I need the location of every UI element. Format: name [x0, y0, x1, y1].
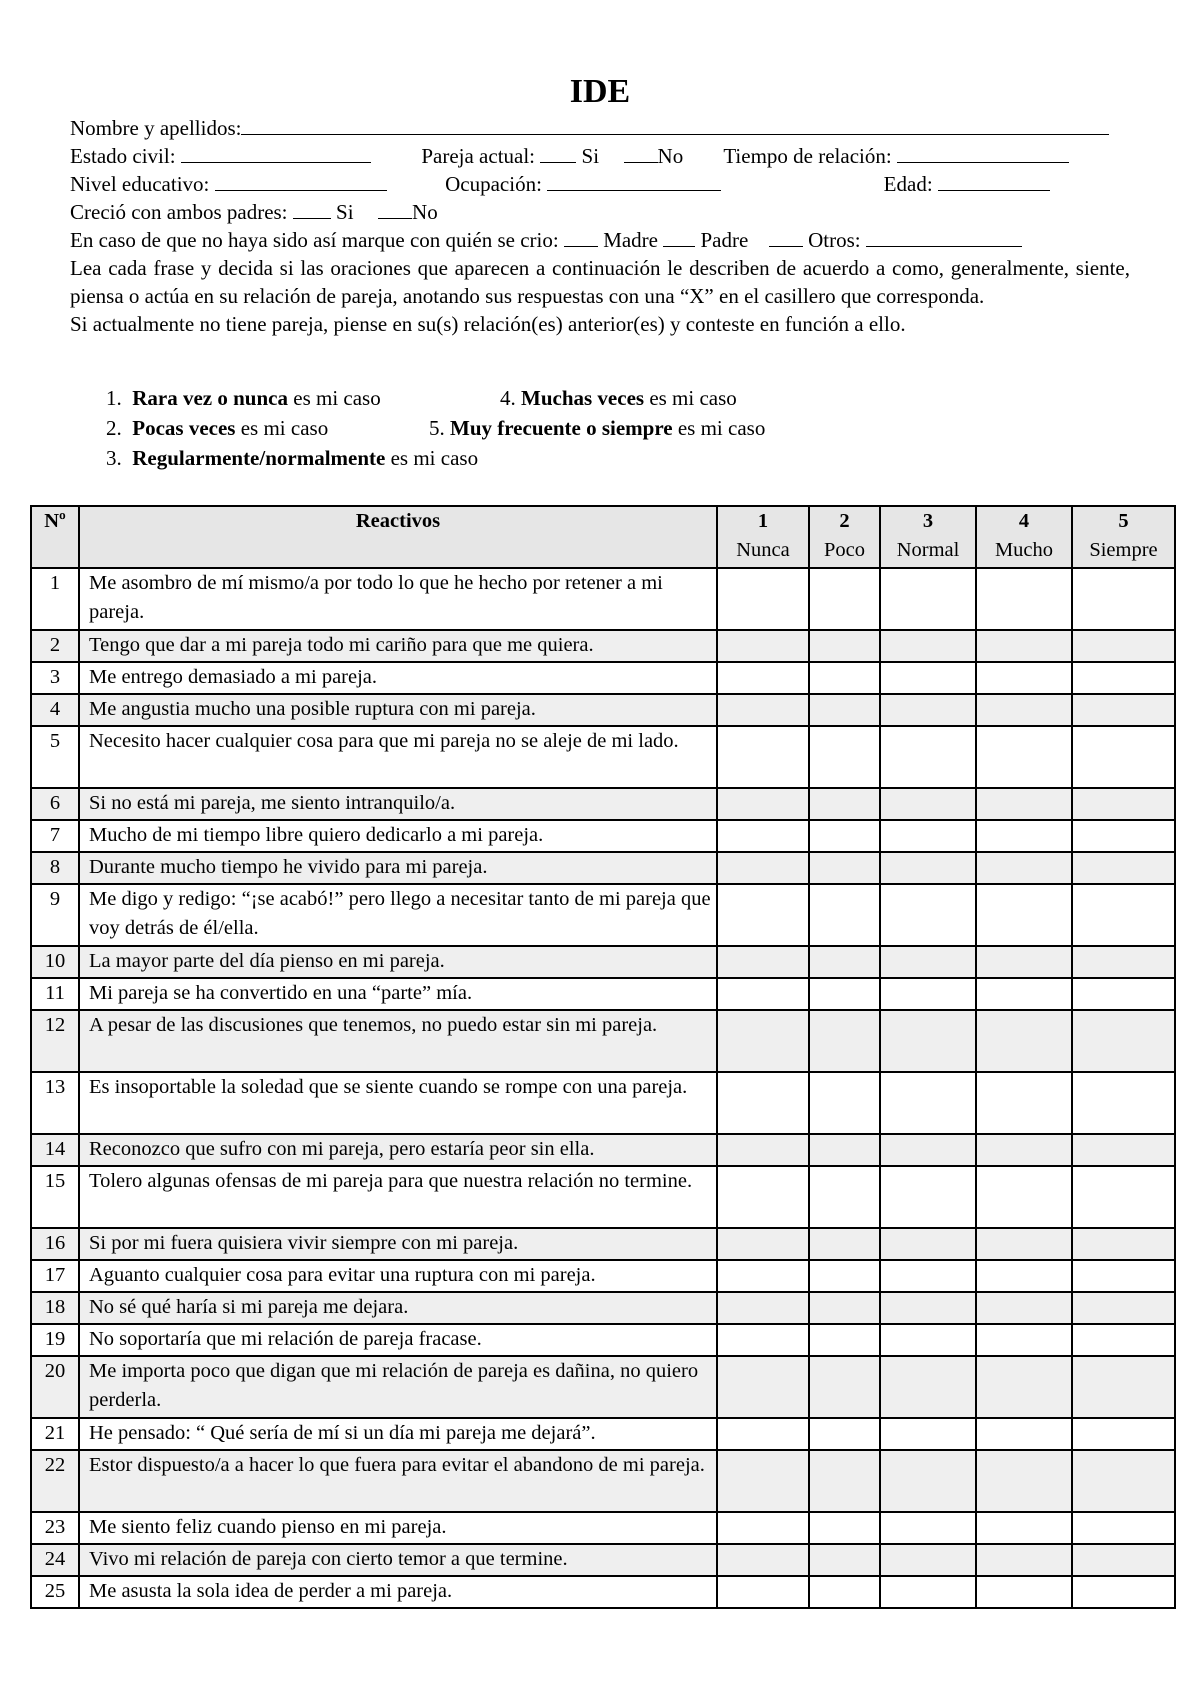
answer-cell-4[interactable] — [976, 1260, 1072, 1292]
item-text: No sé qué haría si mi pareja me dejara. — [79, 1292, 717, 1324]
answer-cell-5[interactable] — [1072, 1418, 1175, 1450]
answer-cell-5[interactable] — [1072, 568, 1175, 630]
answer-cell-2[interactable] — [809, 1356, 880, 1418]
scale-item-4 — [500, 383, 737, 413]
item-text: Me asombro de mí mismo/a por todo lo que he hecho por retener a mi pareja. — [79, 568, 717, 630]
scale-bold: Muy frecuente o siempre — [450, 416, 673, 440]
item-number: 13 — [31, 1072, 79, 1134]
scale-rest: es mi caso — [672, 416, 766, 440]
answer-cell-2[interactable] — [809, 978, 880, 1010]
answer-cell-3[interactable] — [880, 1010, 976, 1072]
answer-cell-1[interactable] — [717, 1292, 809, 1324]
answer-cell-3[interactable] — [880, 1260, 976, 1292]
table-row — [31, 1324, 1175, 1356]
answer-cell-4[interactable] — [976, 946, 1072, 978]
answer-cell-4[interactable] — [976, 1324, 1072, 1356]
answer-cell-1[interactable] — [717, 1324, 809, 1356]
item-number: 3 — [31, 662, 79, 694]
answer-cell-3[interactable] — [880, 1544, 976, 1576]
answer-cell-4[interactable] — [976, 1512, 1072, 1544]
item-text: Es insoportable la soledad que se siente cuando se rompe con una pareja. — [79, 1072, 717, 1134]
item-text: Me asusta la sola idea de perder a mi pareja. — [79, 1576, 717, 1608]
padre-label: Padre — [700, 228, 749, 252]
scale-bold: Pocas veces — [132, 416, 236, 440]
answer-cell-5[interactable] — [1072, 820, 1175, 852]
answer-cell-3[interactable] — [880, 1512, 976, 1544]
crecio-no-field[interactable] — [378, 198, 412, 219]
table-row — [31, 662, 1175, 694]
nivel-educativo-field[interactable] — [215, 170, 387, 191]
answer-cell-3[interactable] — [880, 1228, 976, 1260]
scale-rest: es mi caso — [385, 446, 479, 470]
answer-cell-4[interactable] — [976, 1072, 1072, 1134]
answer-cell-3[interactable] — [880, 1418, 976, 1450]
table-row — [31, 694, 1175, 726]
answer-cell-5[interactable] — [1072, 1292, 1175, 1324]
answer-cell-2[interactable] — [809, 662, 880, 694]
answer-cell-4[interactable] — [976, 1228, 1072, 1260]
level-label: Nunca — [736, 539, 790, 561]
answer-cell-1[interactable] — [717, 1544, 809, 1576]
level-number: 2 — [839, 510, 850, 532]
answer-cell-1[interactable] — [717, 568, 809, 630]
edad-label: Edad: — [883, 172, 933, 196]
table-row — [31, 1010, 1175, 1072]
level-number: 5 — [1118, 510, 1129, 532]
answer-cell-5[interactable] — [1072, 978, 1175, 1010]
answer-cell-3[interactable] — [880, 946, 976, 978]
scale-number: 4. — [500, 386, 516, 410]
item-number: 18 — [31, 1292, 79, 1324]
crecio-label: Creció con ambos padres: — [70, 200, 288, 224]
item-text: He pensado: “ Qué sería de mí si un día mi pareja me dejará”. — [79, 1418, 717, 1450]
item-number: 2 — [31, 630, 79, 662]
pareja-si-field[interactable] — [540, 142, 576, 163]
answer-cell-2[interactable] — [809, 1228, 880, 1260]
instructions-no-pareja: Si actualmente no tiene pareja, piense en su(s) relación(es) anterior(es) y conteste en función a ello. — [70, 312, 906, 336]
table-row — [31, 1260, 1175, 1292]
answer-cell-5[interactable] — [1072, 1166, 1175, 1228]
level-label: Mucho — [994, 539, 1054, 561]
item-number: 22 — [31, 1450, 79, 1512]
answer-cell-1[interactable] — [717, 788, 809, 820]
level-label: Normal — [896, 539, 960, 561]
table-row — [31, 726, 1175, 788]
otros-field[interactable] — [769, 226, 803, 247]
answer-cell-1[interactable] — [717, 1134, 809, 1166]
answer-cell-1[interactable] — [717, 1260, 809, 1292]
answer-cell-1[interactable] — [717, 1356, 809, 1418]
item-number: 25 — [31, 1576, 79, 1608]
item-number: 16 — [31, 1228, 79, 1260]
header-fields — [70, 114, 1130, 338]
answer-cell-1[interactable] — [717, 1072, 809, 1134]
pareja-no-label: No — [657, 144, 684, 168]
level-number: 1 — [757, 510, 769, 532]
answer-cell-5[interactable] — [1072, 1010, 1175, 1072]
answer-cell-1[interactable] — [717, 662, 809, 694]
answer-cell-3[interactable] — [880, 694, 976, 726]
pareja-si-label: Si — [581, 144, 600, 168]
answer-cell-5[interactable] — [1072, 946, 1175, 978]
answer-cell-1[interactable] — [717, 1450, 809, 1512]
answer-cell-4[interactable] — [976, 1166, 1072, 1228]
answer-cell-5[interactable] — [1072, 788, 1175, 820]
answer-cell-1[interactable] — [717, 694, 809, 726]
answer-cell-2[interactable] — [809, 694, 880, 726]
answer-cell-2[interactable] — [809, 1010, 880, 1072]
field-row-nivel — [70, 170, 1130, 198]
answer-cell-1[interactable] — [717, 1418, 809, 1450]
answer-cell-1[interactable] — [717, 978, 809, 1010]
answer-cell-2[interactable] — [809, 726, 880, 788]
col-level-1-header — [717, 506, 809, 568]
col-reactivos-header: Reactivos — [79, 506, 717, 568]
answer-cell-3[interactable] — [880, 884, 976, 946]
answer-cell-2[interactable] — [809, 788, 880, 820]
crecio-si-field[interactable] — [293, 198, 331, 219]
answer-cell-1[interactable] — [717, 1512, 809, 1544]
answer-cell-4[interactable] — [976, 694, 1072, 726]
instructions-paragraph: Lea cada frase y decida si las oraciones que aparecen a continuación le describen de acuerdo a como, generalmente, siente, piensa o actúa en su relación de pareja, anotando sus respuestas con una “X” en el casillero que corresponda. — [70, 256, 1130, 308]
page-title: IDE — [569, 73, 631, 110]
answer-cell-5[interactable] — [1072, 630, 1175, 662]
answer-cell-4[interactable] — [976, 1418, 1072, 1450]
item-number: 23 — [31, 1512, 79, 1544]
item-number: 5 — [31, 726, 79, 788]
scale-number: 2. — [106, 416, 122, 440]
table-row — [31, 1166, 1175, 1228]
answer-cell-1[interactable] — [717, 630, 809, 662]
table-row — [31, 1228, 1175, 1260]
item-text: Aguanto cualquier cosa para evitar una ruptura con mi pareja. — [79, 1260, 717, 1292]
answer-cell-3[interactable] — [880, 1292, 976, 1324]
padre-field[interactable] — [663, 226, 695, 247]
scale-rest: es mi caso — [235, 416, 329, 440]
table-row — [31, 1356, 1175, 1418]
answer-cell-2[interactable] — [809, 1324, 880, 1356]
answer-cell-5[interactable] — [1072, 1450, 1175, 1512]
answer-cell-3[interactable] — [880, 726, 976, 788]
item-text: Mucho de mi tiempo libre quiero dedicarlo a mi pareja. — [79, 820, 717, 852]
answer-cell-3[interactable] — [880, 1356, 976, 1418]
table-row — [31, 978, 1175, 1010]
item-number: 17 — [31, 1260, 79, 1292]
answer-cell-2[interactable] — [809, 1544, 880, 1576]
item-text: Reconozco que sufro con mi pareja, pero estaría peor sin ella. — [79, 1134, 717, 1166]
answer-cell-4[interactable] — [976, 820, 1072, 852]
item-number: 1 — [31, 568, 79, 630]
madre-label: Madre — [603, 228, 658, 252]
answer-cell-4[interactable] — [976, 884, 1072, 946]
answer-cell-5[interactable] — [1072, 694, 1175, 726]
table-row — [31, 1544, 1175, 1576]
answer-cell-2[interactable] — [809, 946, 880, 978]
table-row — [31, 1418, 1175, 1450]
items-table-body — [31, 568, 1175, 1608]
answer-cell-1[interactable] — [717, 884, 809, 946]
item-text: Me entrego demasiado a mi pareja. — [79, 662, 717, 694]
col-level-2-header — [809, 506, 880, 568]
level-number: 3 — [922, 510, 934, 532]
answer-cell-3[interactable] — [880, 1166, 976, 1228]
answer-cell-4[interactable] — [976, 1010, 1072, 1072]
answer-cell-5[interactable] — [1072, 852, 1175, 884]
answer-cell-4[interactable] — [976, 1576, 1072, 1608]
answer-cell-3[interactable] — [880, 1134, 976, 1166]
crecio-no-label: No — [412, 200, 438, 224]
item-number: 8 — [31, 852, 79, 884]
answer-cell-4[interactable] — [976, 978, 1072, 1010]
scale-number: 5. — [429, 416, 445, 440]
scale-bold: Rara vez o nunca — [132, 386, 288, 410]
item-text: No soportaría que mi relación de pareja fracase. — [79, 1324, 717, 1356]
tiempo-relacion-field[interactable] — [897, 142, 1069, 163]
crecio-si-label: Si — [336, 200, 354, 224]
scale-rest: es mi caso — [644, 386, 737, 410]
col-level-4-header — [976, 506, 1072, 568]
item-number: 10 — [31, 946, 79, 978]
answer-cell-4[interactable] — [976, 1450, 1072, 1512]
answer-cell-4[interactable] — [976, 788, 1072, 820]
answer-cell-4[interactable] — [976, 726, 1072, 788]
item-text: Me digo y redigo: “¡se acabó!” pero llego a necesitar tanto de mi pareja que voy detrás de él/ella. — [79, 884, 717, 946]
answer-cell-5[interactable] — [1072, 1072, 1175, 1134]
answer-cell-5[interactable] — [1072, 1260, 1175, 1292]
item-text: Durante mucho tiempo he vivido para mi pareja. — [79, 852, 717, 884]
answer-cell-2[interactable] — [809, 1450, 880, 1512]
answer-cell-3[interactable] — [880, 788, 976, 820]
answer-cell-3[interactable] — [880, 1324, 976, 1356]
field-row-estado — [70, 142, 1130, 170]
otros-label: Otros: — [808, 228, 861, 252]
table-row — [31, 1134, 1175, 1166]
field-row-nombre — [70, 114, 1130, 142]
item-text: Necesito hacer cualquier cosa para que mi pareja no se aleje de mi lado. — [79, 726, 717, 788]
answer-cell-1[interactable] — [717, 946, 809, 978]
answer-cell-1[interactable] — [717, 1010, 809, 1072]
madre-field[interactable] — [564, 226, 598, 247]
answer-cell-5[interactable] — [1072, 1544, 1175, 1576]
item-text: Mi pareja se ha convertido en una “parte” mía. — [79, 978, 717, 1010]
table-row — [31, 630, 1175, 662]
answer-cell-5[interactable] — [1072, 1356, 1175, 1418]
answer-cell-1[interactable] — [717, 1228, 809, 1260]
answer-cell-5[interactable] — [1072, 1228, 1175, 1260]
answer-cell-3[interactable] — [880, 852, 976, 884]
item-number: 20 — [31, 1356, 79, 1418]
answer-cell-2[interactable] — [809, 852, 880, 884]
answer-cell-4[interactable] — [976, 662, 1072, 694]
answer-cell-2[interactable] — [809, 1166, 880, 1228]
answer-cell-2[interactable] — [809, 1260, 880, 1292]
answer-cell-4[interactable] — [976, 1356, 1072, 1418]
scale-item-2 — [106, 413, 328, 443]
item-text: Vivo mi relación de pareja con cierto temor a que termine. — [79, 1544, 717, 1576]
answer-cell-2[interactable] — [809, 884, 880, 946]
table-row — [31, 1450, 1175, 1512]
answer-cell-5[interactable] — [1072, 1324, 1175, 1356]
scale-bold: Muchas veces — [521, 386, 645, 410]
answer-cell-1[interactable] — [717, 726, 809, 788]
scale-item-1 — [106, 383, 381, 413]
item-number: 21 — [31, 1418, 79, 1450]
nombre-label: Nombre y apellidos: — [70, 116, 242, 140]
table-row — [31, 1072, 1175, 1134]
answer-cell-3[interactable] — [880, 978, 976, 1010]
table-row — [31, 946, 1175, 978]
answer-cell-3[interactable] — [880, 568, 976, 630]
answer-cell-5[interactable] — [1072, 662, 1175, 694]
answer-cell-3[interactable] — [880, 1450, 976, 1512]
table-row — [31, 852, 1175, 884]
scale-number: 3. — [106, 446, 122, 470]
field-row-en-caso — [70, 226, 1130, 254]
item-text: Me importa poco que digan que mi relación de pareja es dañina, no quiero perderla. — [79, 1356, 717, 1418]
answer-cell-3[interactable] — [880, 662, 976, 694]
item-number: 9 — [31, 884, 79, 946]
scale-number: 1. — [106, 386, 122, 410]
answer-cell-3[interactable] — [880, 1072, 976, 1134]
scale-item-5 — [429, 413, 765, 443]
item-number: 24 — [31, 1544, 79, 1576]
ocupacion-field[interactable] — [547, 170, 721, 191]
answer-cell-5[interactable] — [1072, 1512, 1175, 1544]
answer-cell-4[interactable] — [976, 1544, 1072, 1576]
pareja-actual-label: Pareja actual: — [421, 144, 536, 168]
col-level-3-header — [880, 506, 976, 568]
answer-cell-5[interactable] — [1072, 1134, 1175, 1166]
answer-cell-5[interactable] — [1072, 1576, 1175, 1608]
col-num-header: Nº — [31, 506, 79, 568]
scale-item-3 — [106, 443, 478, 473]
item-number: 12 — [31, 1010, 79, 1072]
nombre-field[interactable] — [241, 114, 1109, 135]
answer-cell-3[interactable] — [880, 1576, 976, 1608]
item-number: 7 — [31, 820, 79, 852]
en-caso-label: En caso de que no haya sido así marque con quién se crio: — [70, 228, 559, 252]
pareja-no-field[interactable] — [624, 142, 658, 163]
answer-cell-2[interactable] — [809, 1072, 880, 1134]
item-number: 15 — [31, 1166, 79, 1228]
field-row-crecio — [70, 198, 1130, 226]
table-row — [31, 1512, 1175, 1544]
answer-cell-2[interactable] — [809, 1292, 880, 1324]
item-text: A pesar de las discusiones que tenemos, no puedo estar sin mi pareja. — [79, 1010, 717, 1072]
estado-civil-label: Estado civil: — [70, 144, 176, 168]
table-row — [31, 1576, 1175, 1608]
table-row — [31, 820, 1175, 852]
table-row — [31, 568, 1175, 630]
answer-cell-2[interactable] — [809, 820, 880, 852]
answer-cell-5[interactable] — [1072, 726, 1175, 788]
table-row — [31, 1292, 1175, 1324]
item-text: Me siento feliz cuando pienso en mi pareja. — [79, 1512, 717, 1544]
answer-cell-2[interactable] — [809, 1134, 880, 1166]
answer-cell-2[interactable] — [809, 1512, 880, 1544]
table-header-row — [31, 506, 1175, 568]
item-text: Estor dispuesto/a a hacer lo que fuera para evitar el abandono de mi pareja. — [79, 1450, 717, 1512]
answer-cell-2[interactable] — [809, 1418, 880, 1450]
answer-cell-1[interactable] — [717, 1166, 809, 1228]
item-text: Tolero algunas ofensas de mi pareja para que nuestra relación no termine. — [79, 1166, 717, 1228]
answer-cell-1[interactable] — [717, 1576, 809, 1608]
item-number: 4 — [31, 694, 79, 726]
answer-cell-4[interactable] — [976, 852, 1072, 884]
item-number: 14 — [31, 1134, 79, 1166]
col-level-5-header — [1072, 506, 1175, 568]
answer-cell-2[interactable] — [809, 630, 880, 662]
answer-cell-4[interactable] — [976, 1134, 1072, 1166]
level-number: 4 — [1018, 510, 1030, 532]
otros-text-field[interactable] — [866, 226, 1022, 247]
answer-cell-3[interactable] — [880, 820, 976, 852]
estado-civil-field[interactable] — [181, 142, 371, 163]
answer-cell-1[interactable] — [717, 820, 809, 852]
answer-cell-2[interactable] — [809, 1576, 880, 1608]
item-text: Si no está mi pareja, me siento intranquilo/a. — [79, 788, 717, 820]
scale-rest: es mi caso — [288, 386, 381, 410]
edad-field[interactable] — [938, 170, 1050, 191]
answer-cell-5[interactable] — [1072, 884, 1175, 946]
answer-cell-1[interactable] — [717, 852, 809, 884]
answer-cell-3[interactable] — [880, 630, 976, 662]
item-number: 6 — [31, 788, 79, 820]
level-label: Siempre — [1089, 539, 1158, 561]
item-text: Tengo que dar a mi pareja todo mi cariño para que me quiera. — [79, 630, 717, 662]
item-text: Si por mi fuera quisiera vivir siempre con mi pareja. — [79, 1228, 717, 1260]
table-row — [31, 884, 1175, 946]
item-number: 19 — [31, 1324, 79, 1356]
nivel-educativo-label: Nivel educativo: — [70, 172, 210, 196]
ocupacion-label: Ocupación: — [445, 172, 542, 196]
answer-cell-4[interactable] — [976, 1292, 1072, 1324]
item-number: 11 — [31, 978, 79, 1010]
item-text: Me angustia mucho una posible ruptura con mi pareja. — [79, 694, 717, 726]
items-table — [30, 505, 1176, 1609]
tiempo-relacion-label: Tiempo de relación: — [723, 144, 892, 168]
item-text: La mayor parte del día pienso en mi pareja. — [79, 946, 717, 978]
answer-cell-4[interactable] — [976, 630, 1072, 662]
table-row — [31, 788, 1175, 820]
level-label: Poco — [824, 539, 865, 561]
answer-cell-2[interactable] — [809, 568, 880, 630]
answer-cell-4[interactable] — [976, 568, 1072, 630]
scale-bold: Regularmente/normalmente — [132, 446, 386, 470]
